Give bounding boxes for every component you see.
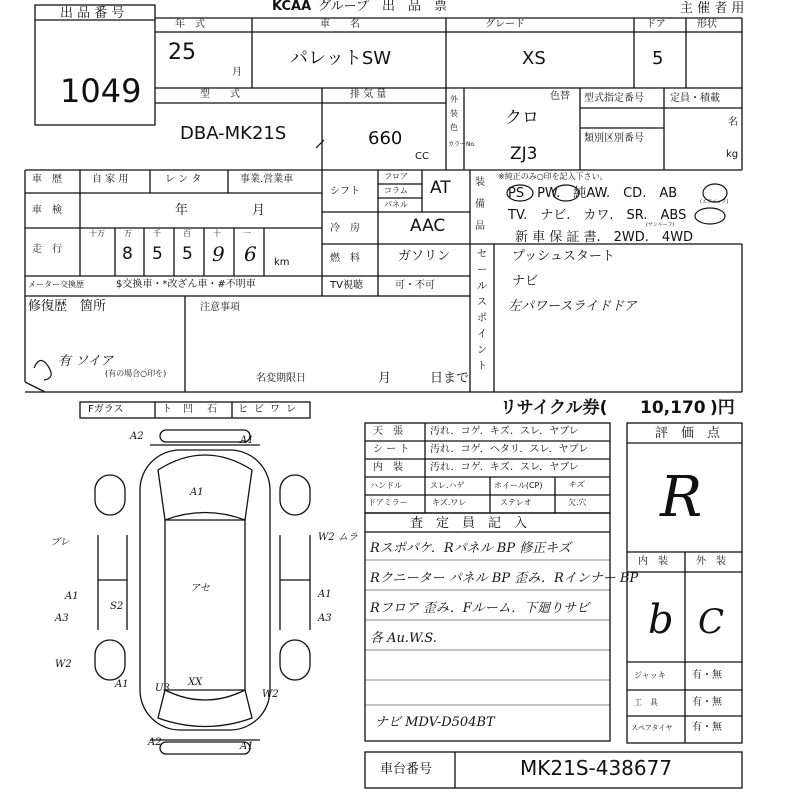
check-interior-label: 内 装: [373, 462, 403, 473]
spare-value: 有・無: [692, 722, 722, 733]
year-label: 年 式: [175, 19, 205, 30]
mirror-opts: キズ.ワレ: [432, 498, 467, 507]
inspector-line-4: 各 Au.W.S.: [370, 631, 437, 646]
diagram-mark: A1: [318, 589, 332, 600]
sp-label-3: ル: [477, 281, 487, 292]
history-business: 事業.営業車: [240, 174, 294, 185]
digit-10k: 8: [122, 244, 133, 264]
diagram-mark: A2: [130, 431, 144, 442]
sp-label-4: ス: [477, 297, 487, 308]
car-name-label: 車 名: [320, 19, 360, 30]
inspection-label: 車 検: [32, 205, 62, 216]
diagram-mark: W2 ムラ: [318, 532, 358, 543]
diagram-mark: A3: [55, 613, 69, 624]
notes-label: 注意事項: [200, 302, 240, 313]
color-change-label: 色替: [550, 91, 570, 102]
shape-label: 形状: [697, 19, 717, 30]
digit-label-1: 一: [243, 229, 251, 238]
digit-1: 6: [244, 242, 257, 266]
glass-bi: ビ: [254, 404, 264, 415]
color-code: ZJ3: [510, 144, 538, 164]
repair-label: 修復歴 箇所: [28, 299, 107, 314]
diagram-mark: A1: [190, 487, 204, 498]
wheel-mark: キズ: [568, 480, 584, 489]
tv-label: TV視聴: [330, 280, 363, 291]
repair-note: (有の場合○印を): [105, 369, 167, 378]
doors-label: ドア: [646, 19, 666, 30]
equipment-line-3: 新 車 保 証 書. 2WD. 4WD: [515, 230, 694, 245]
exterior-label-1: 外: [450, 95, 458, 104]
handle-opts: スレ.ハゲ: [430, 481, 465, 490]
recycle-label: リサイクル券(: [500, 398, 608, 418]
glass-re: レ: [286, 404, 296, 415]
diagram-mark: S2: [110, 601, 124, 612]
model-value: DBA-MK21S: [180, 123, 287, 144]
score-value: R: [660, 465, 703, 530]
recycle-unit: )円: [710, 398, 735, 418]
digit-label-100: 百: [183, 229, 191, 238]
diagram-mark: ブレ: [50, 537, 70, 548]
capacity-label: 定員・積載: [670, 93, 720, 104]
interior-score-label: 内 装: [638, 556, 668, 567]
digit-label-10k: 万: [124, 229, 132, 238]
mirror-label: ドアミラー: [368, 498, 408, 507]
diagram-mark: A1: [115, 679, 129, 690]
diagram-mark: W2: [55, 659, 72, 670]
exterior-score: C: [698, 602, 725, 642]
tools-label: 工 具: [634, 698, 658, 707]
equipment-label-3: 品: [475, 221, 485, 232]
check-interior-opts: 汚れ．コゲ．キズ．スレ．ヤブレ: [430, 462, 579, 473]
diagram-mark: U3: [155, 683, 170, 694]
brand-logo: KCAA: [272, 0, 312, 14]
sp-label-1: セ: [477, 249, 487, 260]
diagram-mark: W2: [262, 689, 279, 700]
exterior-label-2: 装: [450, 109, 458, 118]
check-ceiling-opts: 汚れ．コゲ．キズ．スレ．ヤブレ: [430, 426, 579, 437]
fuel-label: 燃 料: [330, 253, 360, 264]
sp-label-2: ー: [477, 265, 487, 276]
inspection-month: 月: [252, 203, 266, 218]
history-label: 車 歴: [32, 174, 62, 185]
chassis-label: 車台番号: [380, 762, 433, 777]
grade-label: グレード: [485, 19, 525, 30]
inspector-line-1: Rスポパケ．Rパネル BP 修正キズ: [370, 541, 571, 556]
deadline-day: 日まで: [430, 371, 470, 386]
inspector-label: 査 定 員 記 入: [410, 516, 528, 531]
model-label: 型 式: [200, 89, 240, 100]
glass-to: ト: [162, 404, 172, 415]
diagram-mark: A3: [318, 613, 332, 624]
tools-value: 有・無: [692, 697, 722, 708]
inspection-year: 年: [175, 203, 189, 218]
digit-1k: 5: [152, 244, 163, 264]
stereo-opts: 欠.穴: [568, 498, 587, 507]
glass-stone: 石: [207, 404, 217, 415]
score-label: 評 価 点: [655, 426, 721, 441]
deadline-label: 名変期限日: [256, 373, 306, 384]
digit-10: 9: [212, 242, 225, 266]
capacity-unit-kg: kg: [726, 149, 739, 160]
lot-number: 1049: [60, 72, 142, 110]
shift-column: コラム: [384, 186, 408, 195]
diagram-mark: XX: [188, 677, 203, 688]
glass-hi: ヒ: [238, 404, 248, 415]
shift-floor: フロア: [384, 172, 408, 181]
digit-label-10: 十: [213, 229, 221, 238]
tv-value: 可・不可: [395, 280, 435, 291]
mileage-label: 走 行: [32, 244, 62, 255]
equipment-label-2: 備: [475, 199, 485, 210]
sp-line-2: ナビ: [512, 274, 539, 289]
deadline-month: 月: [378, 371, 392, 386]
sp-label-7: ン: [477, 345, 487, 356]
diagram-mark: A2: [148, 737, 162, 748]
color-value: クロ: [505, 108, 539, 128]
wheel-label: ホイール(CP): [494, 481, 543, 490]
month-unit: 月: [232, 67, 242, 78]
ac-value: AAC: [410, 216, 446, 236]
type-designation-label: 型式指定番号: [584, 93, 644, 104]
sheet-title: グループ 出 品 票: [318, 0, 447, 14]
cc-value: 660: [368, 128, 403, 149]
organizer-label: 主 催 者 用: [680, 1, 745, 16]
digit-label-1k: 千: [153, 229, 161, 238]
doors-value: 5: [652, 48, 664, 69]
sunroof-sub: (サンルーフ): [646, 222, 675, 228]
chassis-value: MK21S-438677: [520, 756, 673, 780]
mileage-unit: km: [274, 257, 290, 268]
grade-value: XS: [522, 48, 546, 69]
glass-dent: 凹: [183, 404, 193, 415]
handle-label: ハンドル: [370, 481, 402, 490]
equipment-label-1: 装: [475, 177, 485, 188]
equipment-note: ※純正のみ○印を記入下さい。: [498, 172, 608, 181]
history-rental: レ ン タ: [165, 174, 202, 185]
cc-label: 排 気 量: [350, 89, 387, 100]
recycle-value: 10,170: [640, 398, 706, 418]
diagram-mark: A1: [240, 741, 254, 752]
meter-options: $交換車・*改ざん車・#不明車: [116, 279, 256, 290]
interior-score: b: [648, 597, 674, 643]
meter-label: メーター交換歴: [28, 280, 84, 289]
shift-label: シフト: [330, 186, 360, 197]
check-seat-opts: 汚れ．コゲ．ヘタリ．スレ．ヤブレ: [430, 444, 589, 455]
shift-panel: パネル: [384, 200, 408, 209]
diagram-mark: アセ: [190, 583, 210, 594]
digit-100: 5: [182, 244, 193, 264]
jack-label: ジャッキ: [634, 671, 666, 680]
check-ceiling-label: 天 張: [373, 426, 403, 437]
sp-line-1: プッシュスタート: [512, 249, 615, 264]
sp-line-3: 左パワースライドドア: [508, 299, 637, 314]
exterior-score-label: 外 装: [696, 556, 726, 567]
jack-value: 有・無: [692, 670, 722, 681]
stereo-label: ステレオ: [500, 498, 532, 507]
equipment-line-1: PS PW. 純AW. CD. AB: [508, 186, 678, 201]
airbag-sub: (エアバック): [700, 199, 729, 205]
class-no-label: 類別区別番号: [584, 133, 644, 144]
inspector-nav: ナビ MDV-D504BT: [375, 715, 495, 730]
glass-wa: ワ: [270, 404, 280, 415]
sp-label-5: ポ: [477, 313, 487, 324]
inspector-line-3: Rフロア 歪み．Fルーム．下廻りサビ: [370, 601, 590, 616]
shift-value: AT: [430, 178, 451, 198]
glass-f: Fガラス: [88, 404, 124, 415]
spare-label: スペアタイヤ: [631, 724, 673, 732]
fuel-value: ガソリン: [398, 249, 451, 264]
cc-unit: CC: [415, 151, 429, 162]
inspector-line-2: Rクニーター パネル BP 歪み．Rインナー BP: [370, 571, 639, 586]
year-value: 25: [168, 40, 196, 65]
equipment-line-2: TV. ナビ. カワ. SR. ABS: [508, 208, 687, 223]
exterior-label-3: 色: [450, 123, 458, 132]
ac-label: 冷 房: [330, 223, 360, 234]
sp-label-6: イ: [477, 329, 487, 340]
color-no-label: カラーNo.: [448, 141, 476, 148]
car-name: パレットSW: [290, 48, 392, 69]
diagram-mark: A1: [240, 435, 254, 446]
capacity-unit-persons: 名: [728, 117, 738, 128]
sp-label-8: ト: [477, 361, 487, 372]
diagram-mark: A1: [65, 591, 79, 602]
repair-mark: 有 ソイア: [58, 354, 114, 369]
history-private: 自 家 用: [92, 174, 129, 185]
digit-label-100k: 十万: [89, 229, 105, 238]
check-seat-label: シ ー ト: [373, 444, 410, 455]
lot-number-label: 出 品 番 号: [60, 6, 125, 21]
